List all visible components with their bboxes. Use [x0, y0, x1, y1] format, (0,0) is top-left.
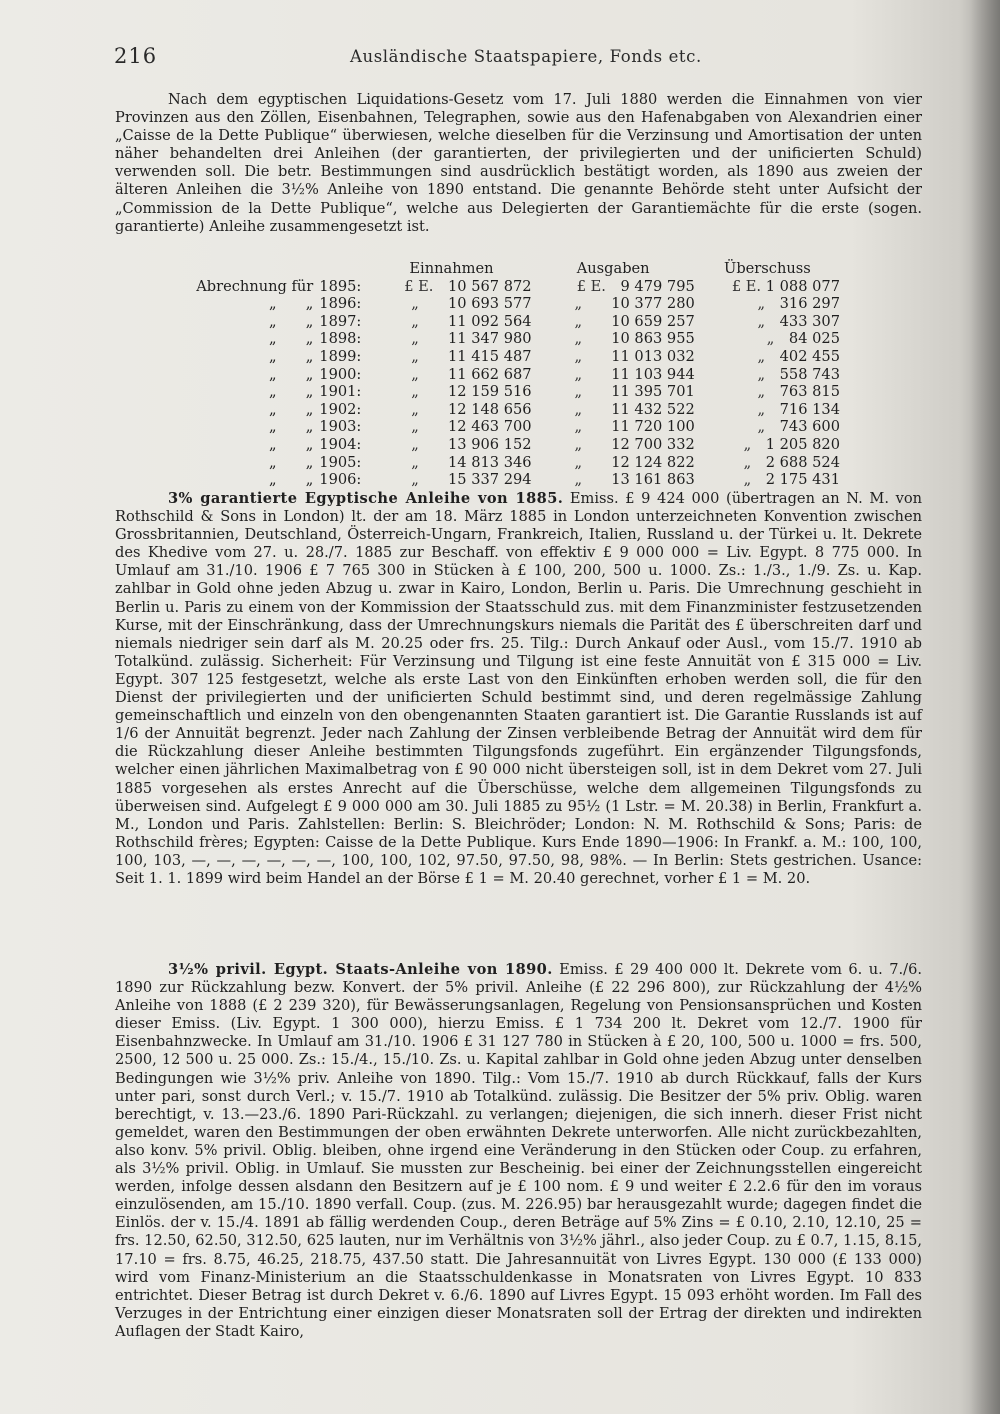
row-label: „ „	[268, 418, 314, 436]
expenses-cell: „ 11 720 100	[574, 418, 695, 436]
expenses-cell: „ 11 103 944	[574, 365, 695, 383]
row-year: 1899:	[319, 347, 362, 365]
row-label: „ „	[268, 471, 314, 489]
budget-table	[115, 260, 840, 489]
row-label: Abrechnung für	[196, 277, 314, 295]
expenses-cell: „ 12 124 822	[574, 453, 695, 471]
expenses-cell: „ 12 700 332	[574, 435, 695, 453]
income-cell: „ 12 148 656	[411, 400, 532, 418]
table-row	[115, 295, 840, 313]
section-heading: 3% garantierte Egyptische Anleihe von 1885.	[168, 490, 564, 507]
table-row	[115, 436, 840, 454]
page-edge-shadow	[970, 0, 1000, 1414]
row-year: 1900:	[319, 365, 362, 383]
surplus-cell: „ 716 134	[757, 400, 840, 418]
table-row	[115, 313, 840, 331]
surplus-cell: „ 84 025	[766, 330, 840, 348]
expenses-cell: „ 11 013 032	[574, 347, 695, 365]
surplus-cell: „ 558 743	[757, 365, 840, 383]
row-year: 1896:	[319, 295, 362, 313]
table-row	[115, 330, 840, 348]
row-label: „ „	[268, 330, 314, 348]
intro-paragraph: Nach dem egyptischen Liquidations-Gesetz vom 17. Juli 1880 werden die Einnahmen von vier Provinzen aus den Zöllen, Eisenbahnen, Telegraphen, sowie aus den Hafenabgaben von Alexandrien einer „Caisse de la Dette Publique“ überwiesen, welche dieselben für die Verzinsung und Amortisation der unten näher behandelten drei Anleihen (der garantierten, der privilegierten und der unificierten Schuld) verwenden soll. Die betr. Bestimmungen sind ausdrücklich bestätigt worden, als 1890 aus zweien der älteren Anleihen die 3½% Anleihe von 1890 entstand. Die genannte Behörde steht unter Aufsicht der „Commission de la Dette Publique“, welche aus Delegierten der Garantiemächte für die erste (sogen. garantierte) Anleihe zusammengesetzt ist.	[115, 91, 922, 235]
surplus-cell: „ 433 307	[757, 312, 840, 330]
table-row	[115, 383, 840, 401]
col-header-surplus: Überschuss	[724, 260, 811, 277]
page-number: 216	[114, 44, 158, 68]
income-cell: „ 11 092 564	[411, 312, 532, 330]
income-cell: „ 15 337 294	[411, 471, 532, 489]
expenses-cell: £ E. 9 479 795	[576, 277, 695, 295]
row-year: 1895:	[319, 277, 362, 295]
section-garantierte-anleihe-1885	[115, 490, 922, 888]
income-cell: £ E. 10 567 872	[404, 277, 532, 295]
surplus-cell: „ 743 600	[757, 418, 840, 436]
section-body: Emiss. £ 29 400 000 lt. Dekrete vom 6. u. 7./6. 1890 zur Rückzahlung bezw. Konvert. der 5% privil. Anleihe (£ 22 296 800), zur Rückzahlung der 4½% Anleihe von 1888 (£ 2 239 320), für Bewässerungsanlagen, Regelung von Pensionsansprüchen und Kosten dieser Emiss. (Liv. Egypt. 1 300 000), hierzu Emiss. £ 1 734 200 lt. Dekret vom 12./7. 1900 für Eisenbahnzwecke. In Umlauf am 31./10. 1906 £ 31 127 780 in Stücken à £ 20, 100, 500 u. 1000 = frs. 500, 2500, 12 500 u. 25 000. Zs.: 15./4., 15./10. Zs. u. Kapital zahlbar in Gold ohne jeden Abzug unter denselben Bedingungen wie 3½% priv. Anleihe von 1890. Tilg.: Vom 15./7. 1910 ab durch Rückkauf, falls der Kurs unter pari, sonst durch Verl.; v. 15./7. 1910 ab Totalkünd. zulässig. Die Besitzer der 5% priv. Oblig. waren berechtigt, v. 13.—23./6. 1890 Pari-Rückzahl. zu verlangen; diejenigen, die sich innerh. dieser Frist nicht gemeldet, waren den Bestimmungen der oben erwähnten Dekrete unterworfen. Alle nicht zurückbezahlten, also konv. 5% privil. Oblig. bleiben, ohne irgend eine Veränderung in den Stücken oder Coup. zu erfahren, als 3½% privil. Oblig. in Umlauf. Sie mussten zur Bescheinig. bei einer der Zeichnungsstellen eingereicht werden, infolge dessen alsdann den Besitzern auf je £ 100 nom. £ 9 und weiter £ 2.2.6 für den im voraus einzulösenden, am 15./10. 1890 verfall. Coup. (zus. M. 226.95) bar herausgezahlt wurde; dagegen findet die Einlös. der v. 15./4. 1891 ab fällig werdenden Coup., deren Beträge auf 5% Zins = £ 0.10, 2.10, 12.10, 25 = frs. 12.50, 62.50, 312.50, 625 lauten, nur im Verhältnis von 3½% jährl., also jeder Coup. zu £ 0.7, 1.15, 8.15, 17.10 = frs. 8.75, 46.25, 218.75, 437.50 statt. Die Jahresannuität von Livres Egypt. 130 000 (£ 133 000) wird vom Finanz-Ministerium an die Staatsschuldenkasse in Monatsraten von Livres Egypt. 10 833 entrichtet. Dieser Betrag ist durch Dekret v. 6./6. 1890 auf Livres Egypt. 15 093 erhöht worden. Im Fall des Verzuges in der Entrichtung einer einzigen dieser Monatsraten soll der Ertrag der direkten und indirekten Auflagen der Stadt Kairo,	[115, 961, 923, 1340]
table-row	[115, 278, 840, 296]
row-label: „ „	[268, 365, 314, 383]
row-year: 1903:	[319, 418, 362, 436]
expenses-cell: „ 10 377 280	[574, 295, 695, 313]
page-header	[100, 44, 930, 74]
row-label: „ „	[268, 400, 314, 418]
table-row	[115, 454, 840, 472]
table-row	[115, 471, 840, 489]
surplus-cell: „ 402 455	[757, 347, 840, 365]
row-label: „ „	[268, 347, 314, 365]
income-cell: „ 11 415 487	[411, 347, 532, 365]
row-year: 1904:	[319, 435, 362, 453]
running-title: Ausländische Staatspapiere, Fonds etc.	[350, 47, 702, 66]
expenses-cell: „ 11 395 701	[574, 383, 695, 401]
table-header-row	[115, 260, 840, 278]
row-year: 1906:	[319, 471, 362, 489]
section-heading: 3½% privil. Egypt. Staats-Anleihe von 1890.	[168, 961, 553, 978]
row-label: „ „	[268, 453, 314, 471]
table-row	[115, 348, 840, 366]
surplus-cell: „ 763 815	[757, 383, 840, 401]
expenses-cell: „ 10 863 955	[574, 330, 695, 348]
income-cell: „ 12 159 516	[411, 383, 532, 401]
surplus-cell: „ 2 175 431	[743, 471, 840, 489]
expenses-cell: „ 11 432 522	[574, 400, 695, 418]
col-header-income: Einnahmen	[409, 260, 494, 277]
surplus-cell: „ 1 205 820	[743, 435, 840, 453]
expenses-cell: „ 10 659 257	[574, 312, 695, 330]
table-row	[115, 418, 840, 436]
row-label: „ „	[268, 295, 314, 313]
section-privil-anleihe-1890	[115, 961, 922, 1341]
row-year: 1901:	[319, 383, 362, 401]
col-header-expenses: Ausgaben	[576, 260, 650, 277]
row-label: „ „	[268, 435, 314, 453]
surplus-cell: „ 2 688 524	[743, 453, 840, 471]
row-year: 1898:	[319, 330, 362, 348]
income-cell: „ 11 347 980	[411, 330, 532, 348]
surplus-cell: „ 316 297	[757, 295, 840, 313]
expenses-cell: „ 13 161 863	[574, 471, 695, 489]
income-cell: „ 11 662 687	[411, 365, 532, 383]
row-label: „ „	[268, 312, 314, 330]
table-row	[115, 401, 840, 419]
income-cell: „ 13 906 152	[411, 435, 532, 453]
row-year: 1902:	[319, 400, 362, 418]
row-year: 1897:	[319, 312, 362, 330]
income-cell: „ 12 463 700	[411, 418, 532, 436]
income-cell: „ 14 813 346	[411, 453, 532, 471]
row-label: „ „	[268, 383, 314, 401]
section-body: Emiss. £ 9 424 000 (übertragen an N. M. von Rothschild & Sons in London) lt. der am 18. März 1885 in London unterzeichneten Konvention zwischen Grossbritannien, Deutschland, Österreich-Ungarn, Frankreich, Italien, Russland u. der Türkei u. lt. Dekrete des Khedive vom 27. u. 28./7. 1885 zur Beschaff. von effektiv £ 9 000 000 = Liv. Egypt. 8 775 000. In Umlauf am 31./10. 1906 £ 7 765 300 in Stücken à £ 100, 200, 500 u. 1000. Zs.: 1./3., 1./9. Zs. u. Kap. zahlbar in Gold ohne jeden Abzug u. zwar in Kairo, London, Berlin u. Paris. Die Umrechnung geschieht in Berlin u. Paris zu einem von der Kommission der Staatsschuld zus. mit dem Finanzminister festzusetzenden Kurse, mit der Einschränkung, dass der Umrechnungskurs niemals die Parität des £ überschreiten darf und niemals niedriger sein darf als M. 20.25 oder frs. 25. Tilg.: Durch Ankauf oder Ausl., vom 15./7. 1910 ab Totalkünd. zulässig. Sicherheit: Für Verzinsung und Tilgung ist eine feste Annuität von £ 315 000 = Liv. Egypt. 307 125 festgesetzt, welche als erste Last von den Einkünften erhoben werden soll, die für den Dienst der privilegierten und der unificierten Schuld bestimmt sind, und deren regelmässige Zahlung gemeinschaftlich und einzeln von den obengenannten Staaten garantiert ist. Die Garantie Russlands ist auf 1/6 der Annuität begrenzt. Jeder nach Zahlung der Zinsen verbleibende Betrag der Annuität wird dem für die Rückzahlung dieser Anleihe bestimmten Tilgungsfonds zugeführt. Ein ergänzender Tilgungsfonds, welcher einen jährlichen Maximalbetrag von £ 90 000 nicht übersteigen soll, ist in dem Dekret vom 27. Juli 1885 vorgesehen als erstes Anrecht auf die Überschüsse, welche dem allgemeinen Tilgungsfonds zu überweisen sind. Aufgelegt £ 9 000 000 am 30. Juli 1885 zu 95½ (1 Lstr. = M. 20.38) in Berlin, Frankfurt a. M., London und Paris. Zahlstellen: Berlin: S. Bleichröder; London: N. M. Rothschild & Sons; Paris: de Rothschild frères; Egypten: Caisse de la Dette Publique. Kurs Ende 1890—1906: In Frankf. a. M.: 100, 100, 100, 103, —, —, —, —, —, —, 100, 100, 102, 97.50, 97.50, 98, 98%. — In Berlin: Stets gestrichen. Usance: Seit 1. 1. 1899 wird beim Handel an der Börse £ 1 = M. 20.40 gerechnet, vorher £ 1 = M. 20.	[115, 490, 923, 887]
income-cell: „ 10 693 577	[411, 295, 532, 313]
row-year: 1905:	[319, 453, 362, 471]
table-row	[115, 366, 840, 384]
surplus-cell: £ E. 1 088 077	[731, 277, 840, 295]
